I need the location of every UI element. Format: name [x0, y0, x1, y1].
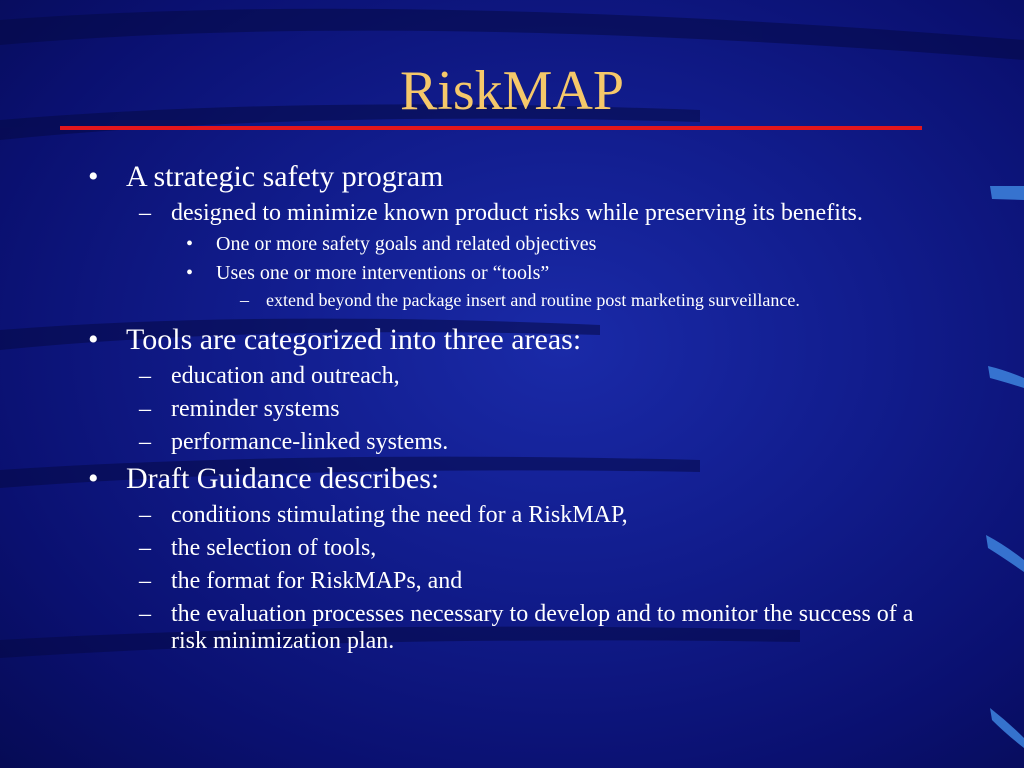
sub-item-text: education and outreach, — [171, 363, 400, 389]
bullet-dot: • — [186, 233, 194, 255]
title-underline — [60, 126, 922, 130]
sub-item-conditions — [86, 502, 946, 529]
sub-item-reminder — [86, 396, 946, 423]
slide-title: RiskMAP — [399, 60, 625, 122]
sub-item-selection — [86, 535, 946, 562]
sub-sub-item-interventions — [86, 261, 946, 285]
bullet-dash: – — [139, 363, 151, 389]
bullet-dash: – — [139, 396, 151, 422]
sub-item-text: the selection of tools, — [171, 535, 377, 561]
edge-accent-1 — [990, 186, 1024, 200]
sub-item-text: the format for RiskMAPs, and — [171, 568, 463, 594]
bullet-dash: – — [240, 290, 249, 310]
sub-item-text: reminder systems — [171, 396, 340, 422]
sub-item-evaluation — [86, 601, 946, 655]
sub-item-text: conditions stimulating the need for a RiskMAP, — [171, 502, 628, 528]
sub-item-text: performance-linked systems. — [171, 429, 449, 455]
sub-sub-item-text: Uses one or more interventions or “tools” — [216, 262, 550, 284]
edge-accent-3 — [986, 535, 1024, 572]
edge-accent-4 — [990, 708, 1024, 748]
sub-item-format — [86, 568, 946, 595]
bullet-dash: – — [139, 502, 151, 528]
sub-sub-item-text: One or more safety goals and related objectives — [216, 233, 597, 255]
bullet-dash: – — [139, 601, 151, 627]
bullet-dash: – — [139, 200, 151, 226]
bullet-dash: – — [139, 568, 151, 594]
bullet-list — [86, 154, 946, 655]
bullet-item-tools — [86, 323, 946, 357]
bullet-dot: • — [88, 462, 99, 495]
bullet-dot: • — [88, 323, 99, 356]
bullet-text: Draft Guidance describes: — [126, 462, 440, 495]
sub-item-designed — [86, 200, 946, 227]
sub-item-performance — [86, 429, 946, 456]
sub-item-text: designed to minimize known product risks while preserving its benefits. — [171, 200, 863, 226]
level4-item-extend — [86, 290, 946, 311]
bullet-item-draft-guidance — [86, 462, 946, 496]
bullet-item-strategic-program — [86, 160, 946, 194]
bullet-dash: – — [139, 429, 151, 455]
bullet-dot: • — [186, 262, 194, 284]
bullet-text: Tools are categorized into three areas: — [126, 323, 582, 356]
level4-item-text: extend beyond the package insert and routine post marketing surveillance. — [266, 290, 800, 310]
sub-item-text: the evaluation processes necessary to develop and to monitor the success of a risk minimization plan. — [171, 601, 914, 654]
edge-accent-2 — [988, 366, 1024, 388]
bullet-dot: • — [88, 160, 99, 193]
sub-sub-item-goals — [86, 232, 946, 256]
bullet-text: A strategic safety program — [126, 160, 444, 193]
sub-item-education — [86, 363, 946, 390]
bullet-dash: – — [139, 535, 151, 561]
